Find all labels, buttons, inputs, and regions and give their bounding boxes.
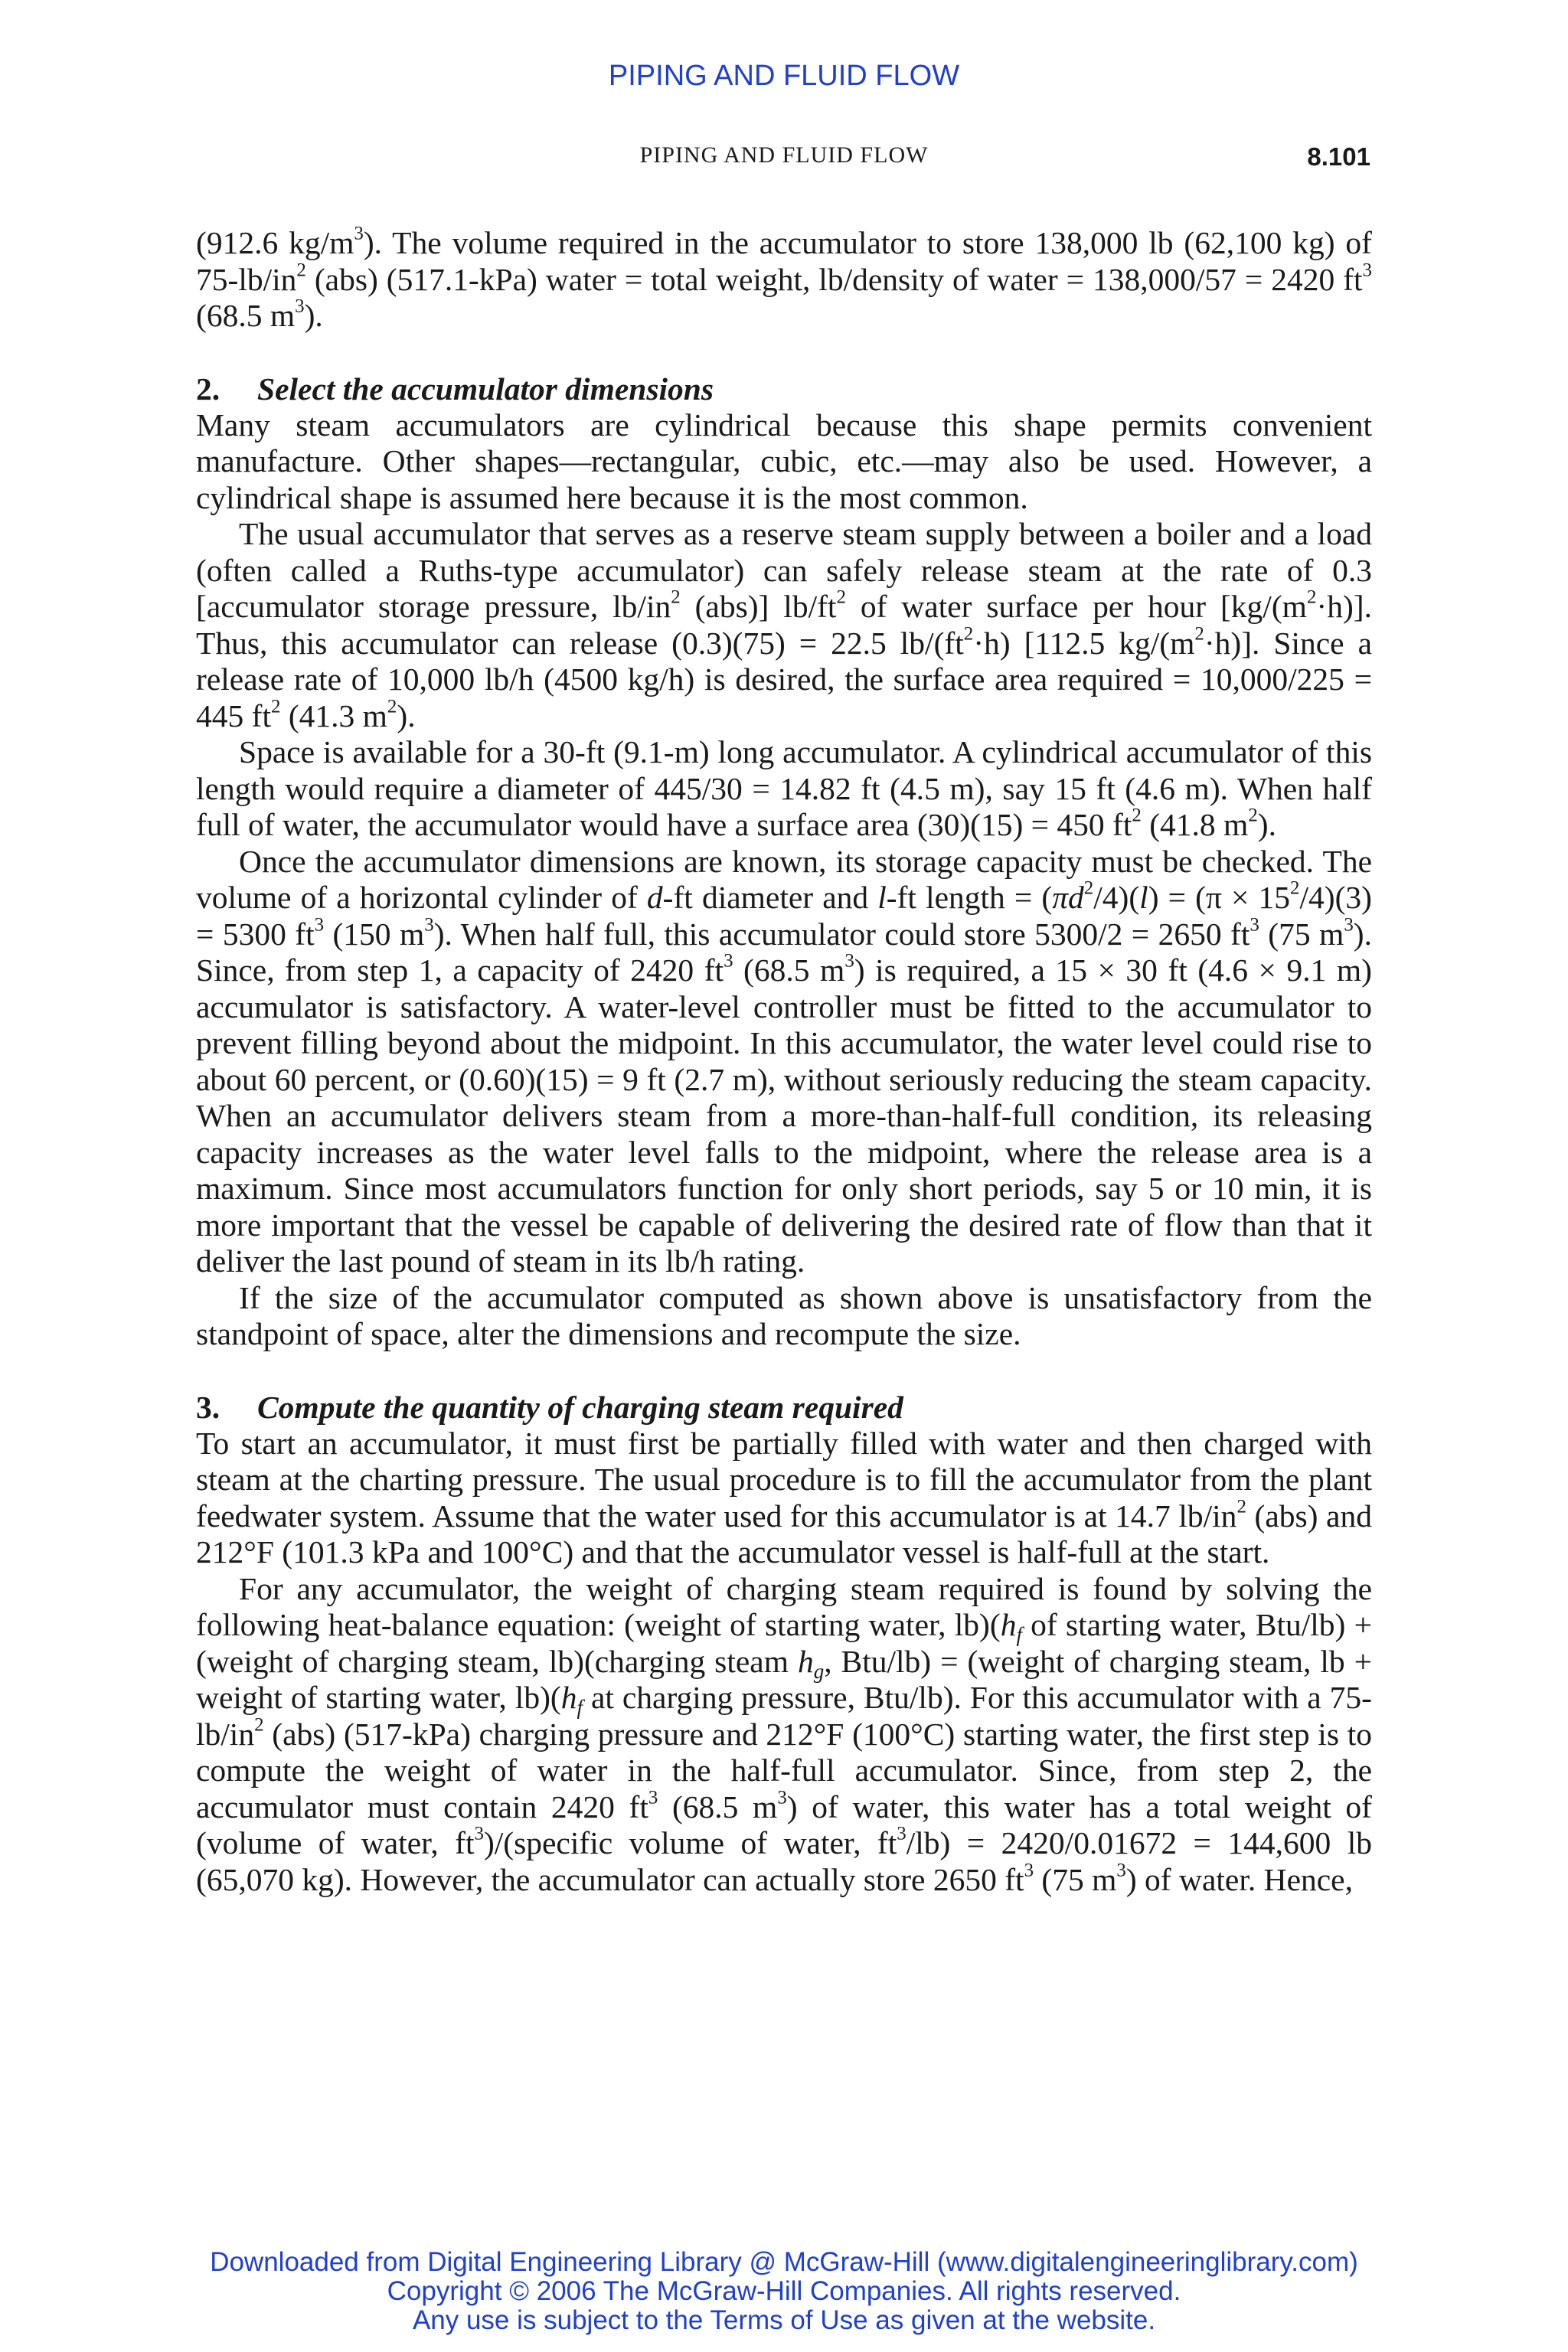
running-head <box>0 142 1568 173</box>
step-2-heading <box>196 371 1372 407</box>
step-2-paragraph-2: The usual accumulator that serves as a reserve steam supply between a boiler and a load (often called a Ruths-type accumulator) can safely release steam at the rate of 0.3 [accumulator storage pressure, $lb/in^2$ (abs)] $lb/ft^2$ of water surface per hour $[kg/(m^2\cdot h)]$. Thus, this accumulator can release (0.3)(75) = 22.5 $lb/(ft^2\cdot h)$ [112.5 $kg/(m^2\cdot h)$]. Since a release rate of 10,000 lb/h (4500 kg/h) is desired, the surface area required = 10,000/225 = 445 $ft^2$ (41.3 $m^2$). <box>196 516 1372 733</box>
step-3-paragraph-1: To start an accumulator, it must first be partially filled with water and then charged with steam at the charting pressure. The usual procedure is to fill the accumulator from the plant feedwater system. Assume that the water used for this accumulator is at 14.7 $lb/in^2$ (abs) and 212°F (101.3 kPa and 100°C) and that the accumulator vessel is half-full at the start. <box>196 1425 1372 1570</box>
step-3-title: Compute the quantity of charging steam required <box>257 1389 903 1425</box>
step-2-paragraph-4: Once the accumulator dimensions are known, its storage capacity must be checked. The volume of a horizontal cylinder of d-ft diameter and l-ft length = $(\pi d^2/4)(l) = (\pi \times 15^2/4)(3) = 5300$ $ft^3$ (150 $m^3$). When half full, this accumulator could store 5300/2 = 2650 $ft^3$ (75 $m^3$). Since, from step 1, a capacity of 2420 $ft^3$ (68.5 $m^3$) is required, a 15 × 30 ft (4.6 × 9.1 m) accumulator is satisfactory. A water-level controller must be fitted to the accumulator to prevent filling beyond about the midpoint. In this accumulator, the water level could rise to about 60 percent, or (0.60)(15) = 9 ft (2.7 m), without seriously reducing the steam capacity. When an accumulator delivers steam from a more-than-half-full condition, its releasing capacity increases as the water level falls to the midpoint, where the release area is a maximum. Since most accumulators function for only short periods, say 5 or 10 min, it is more important that the vessel be capable of delivering the desired rate of flow than that it deliver the last pound of steam in its lb/h rating. <box>196 843 1372 1279</box>
download-notice-footer[interactable] <box>0 2248 1568 2335</box>
page-number: 8.101 <box>1307 142 1370 171</box>
step-2-number: 2. <box>196 371 220 407</box>
footer-line-terms[interactable]: Any use is subject to the Terms of Use as given at the website. <box>412 2305 1156 2335</box>
footer-line-copyright: Copyright © 2006 The McGraw-Hill Companies. All rights reserved. <box>387 2276 1181 2306</box>
step-2-paragraph-1: Many steam accumulators are cylindrical because this shape permits convenient manufacture. Other shapes—rectangular, cubic, etc.—may also be used. However, a cylindrical shape is assumed here because it is the most common. <box>196 407 1372 515</box>
top-header-link[interactable]: PIPING AND FLUID FLOW <box>608 60 960 92</box>
step-2-paragraph-5: If the size of the accumulator computed as shown above is unsatisfactory from the standpoint of space, alter the dimensions and recompute the size. <box>196 1279 1372 1351</box>
step-3-number: 3. <box>196 1389 220 1425</box>
step-2-title: Select the accumulator dimensions <box>257 371 714 407</box>
intro-paragraph: (912.6 $kg/m^3$). The volume required in the accumulator to store 138,000 lb (62,100 kg) of $75-lb/in^2$ (abs) (517.1-kPa) water = total weight, lb/density of water = 138,000/57 = 2420 $ft^3$ (68.5 $m^3$). <box>196 223 1372 333</box>
step-3-heading <box>196 1389 1372 1426</box>
step-3-paragraph-2: For any accumulator, the weight of charging steam required is found by solving the following heat-balance equation: (weight of starting water, $lb)(h_f$ of starting water, Btu/lb) + (weight of charging steam, lb)(charging steam $h_g$, Btu/lb) = (weight of charging steam, lb + weight of starting water, $lb)(h_f$ at charging pressure, Btu/lb). For this accumulator with a $75-lb/in^2$ (abs) (517-kPa) charging pressure and 212°F (100°C) starting water, the first step is to compute the weight of water in the half-full accumulator. Since, from step 2, the accumulator must contain 2420 $ft^3$ (68.5 $m^3$) of water, this water has a total weight of (volume of water, $ft^3)/(specific$ volume of water, $ft^3/lb) = 2420/0.01672 = 144,600$ lb (65,070 kg). However, the accumulator can actually store 2650 $ft^3$ (75 $m^3$) of water. Hence, <box>196 1570 1373 1897</box>
page-body <box>196 225 1372 1898</box>
running-title: PIPING AND FLUID FLOW <box>639 142 929 168</box>
step-2-paragraph-3: Space is available for a 30-ft (9.1-m) long accumulator. A cylindrical accumulator of this length would require a diameter of 445/30 = 14.82 ft (4.5 m), say 15 ft (4.6 m). When half full of water, the accumulator would have a surface area (30)(15) = 450 $ft^2$ (41.8 $m^2$). <box>196 734 1372 842</box>
footer-line-download[interactable]: Downloaded from Digital Engineering Library @ McGraw-Hill (www.digitalengineeringlibrary.com) <box>210 2247 1358 2277</box>
